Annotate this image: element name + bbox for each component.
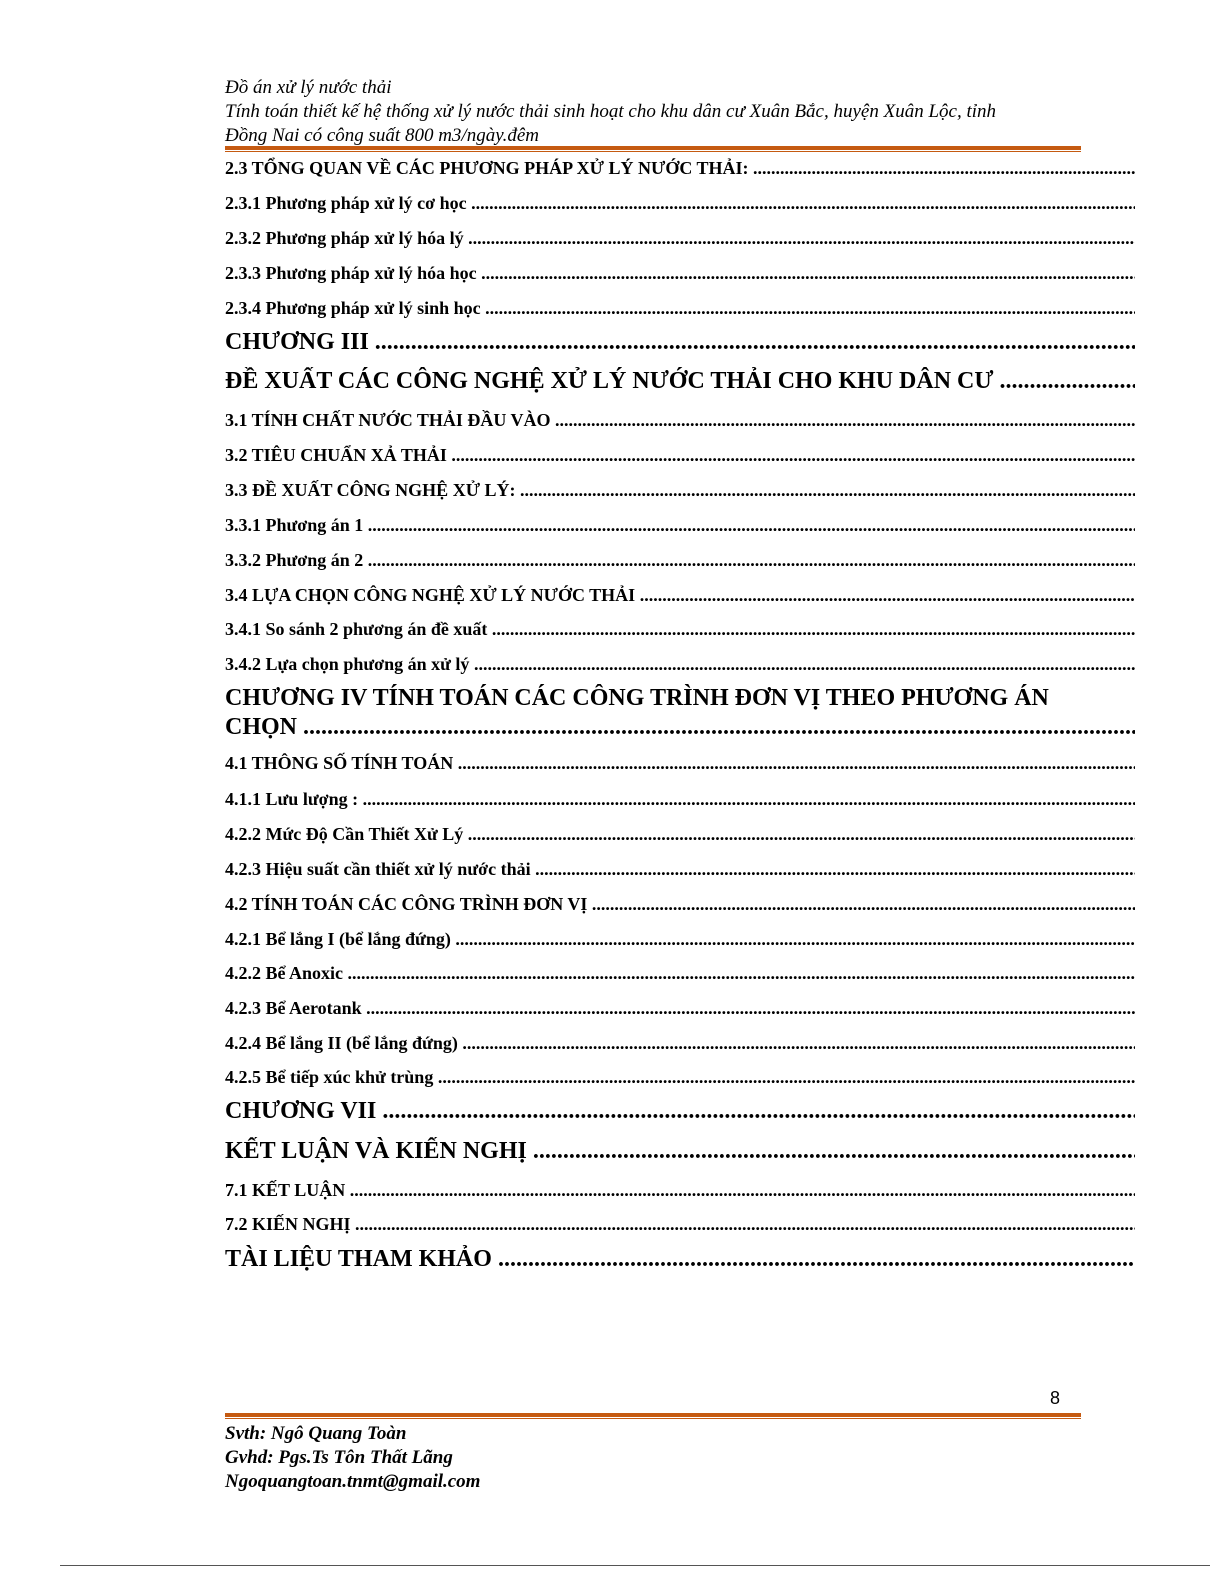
- toc-chapter[interactable]: ĐỀ XUẤT CÁC CÔNG NGHỆ XỬ LÝ NƯỚC THẢI CHO KHU DÂN CƯ .....: [225, 367, 1135, 396]
- toc-entry[interactable]: 4.2.5 Bể tiếp xúc khử trùng .....: [225, 1066, 1135, 1088]
- header-line-3: Đồng Nai có công suất 800 m3/ngày.đêm: [225, 125, 540, 146]
- footer-rule: [225, 1413, 1081, 1417]
- header-rule: [225, 146, 1081, 150]
- page-header: [225, 76, 1085, 148]
- page-number: 8: [1050, 1388, 1061, 1408]
- toc-entry[interactable]: 4.2 TÍNH TOÁN CÁC CÔNG TRÌNH ĐƠN VỊ .....: [225, 893, 1135, 915]
- toc-entry[interactable]: 3.3.2 Phương án 2 .....: [225, 549, 1135, 571]
- toc-entry[interactable]: 3.4 LỰA CHỌN CÔNG NGHỆ XỬ LÝ NƯỚC THẢI .....: [225, 584, 1135, 606]
- toc-chapter[interactable]: CHƯƠNG VII .....: [225, 1097, 1135, 1126]
- toc-entry[interactable]: 7.2 KIẾN NGHỊ .....: [225, 1213, 1135, 1235]
- footer-email: Ngoquangtoan.tnmt@gmail.com: [225, 1471, 481, 1492]
- toc-entry[interactable]: 4.2.3 Bể Aerotank .....: [225, 997, 1135, 1019]
- toc-entry[interactable]: 2.3.1 Phương pháp xử lý cơ học .....: [225, 192, 1135, 214]
- toc-chapter[interactable]: CHƯƠNG IV TÍNH TOÁN CÁC CÔNG TRÌNH ĐƠN VỊ THEO PHƯƠNG ÁN CHỌN .....: [225, 684, 1135, 742]
- toc-entry[interactable]: 4.2.4 Bể lắng II (bể lắng đứng) .....: [225, 1032, 1135, 1054]
- toc-entry[interactable]: 4.1 THÔNG SỐ TÍNH TOÁN .....: [225, 752, 1135, 774]
- toc-chapter[interactable]: CHƯƠNG III .....: [225, 328, 1135, 357]
- toc-entry[interactable]: 2.3.4 Phương pháp xử lý sinh học .....: [225, 297, 1135, 319]
- toc-entry[interactable]: 4.2.2 Bể Anoxic .....: [225, 962, 1135, 984]
- header-line-1: Đồ án xử lý nước thải: [225, 77, 392, 98]
- toc-entry[interactable]: 3.4.1 So sánh 2 phương án đề xuất .....: [225, 618, 1135, 640]
- toc-entry[interactable]: 4.1.1 Lưu lượng : .....: [225, 788, 1135, 810]
- page-edge-line: [60, 1565, 1210, 1566]
- toc-entry[interactable]: 3.3.1 Phương án 1 .....: [225, 514, 1135, 536]
- footer-advisor: Gvhd: Pgs.Ts Tôn Thất Lãng: [225, 1447, 453, 1468]
- toc-entry[interactable]: 4.2.1 Bể lắng I (bể lắng đứng) .....: [225, 928, 1135, 950]
- toc-entry[interactable]: 3.2 TIÊU CHUẨN XẢ THẢI .....: [225, 444, 1135, 466]
- toc-entry[interactable]: 2.3 TỔNG QUAN VỀ CÁC PHƯƠNG PHÁP XỬ LÝ NƯỚC THẢI: .....: [225, 157, 1135, 179]
- toc-entry[interactable]: 7.1 KẾT LUẬN .....: [225, 1179, 1135, 1201]
- toc-entry[interactable]: 4.2.2 Mức Độ Cần Thiết Xử Lý .....: [225, 823, 1135, 845]
- toc-entry[interactable]: 2.3.3 Phương pháp xử lý hóa học .....: [225, 262, 1135, 284]
- toc-entry[interactable]: 2.3.2 Phương pháp xử lý hóa lý .....: [225, 227, 1135, 249]
- toc-chapter[interactable]: TÀI LIỆU THAM KHẢO .....: [225, 1245, 1135, 1274]
- header-line-2: Tính toán thiết kế hệ thống xử lý nước thải sinh hoạt cho khu dân cư Xuân Bắc, huyện Xuân Lộc, tỉnh: [225, 101, 997, 122]
- toc-chapter[interactable]: KẾT LUẬN VÀ KIẾN NGHỊ .....: [225, 1137, 1135, 1166]
- footer-rule-thin: [225, 1418, 1081, 1419]
- toc-entry[interactable]: 3.1 TÍNH CHẤT NƯỚC THẢI ĐẦU VÀO .....: [225, 409, 1135, 431]
- page-footer: [225, 1422, 480, 1494]
- header-rule-thin: [225, 151, 1081, 152]
- footer-student: Svth: Ngô Quang Toàn: [225, 1423, 407, 1444]
- toc-entry[interactable]: 4.2.3 Hiệu suất cần thiết xử lý nước thải .....: [225, 858, 1135, 880]
- toc-entry[interactable]: 3.4.2 Lựa chọn phương án xử lý .....: [225, 653, 1135, 675]
- toc-entry[interactable]: 3.3 ĐỀ XUẤT CÔNG NGHỆ XỬ LÝ: .....: [225, 479, 1135, 501]
